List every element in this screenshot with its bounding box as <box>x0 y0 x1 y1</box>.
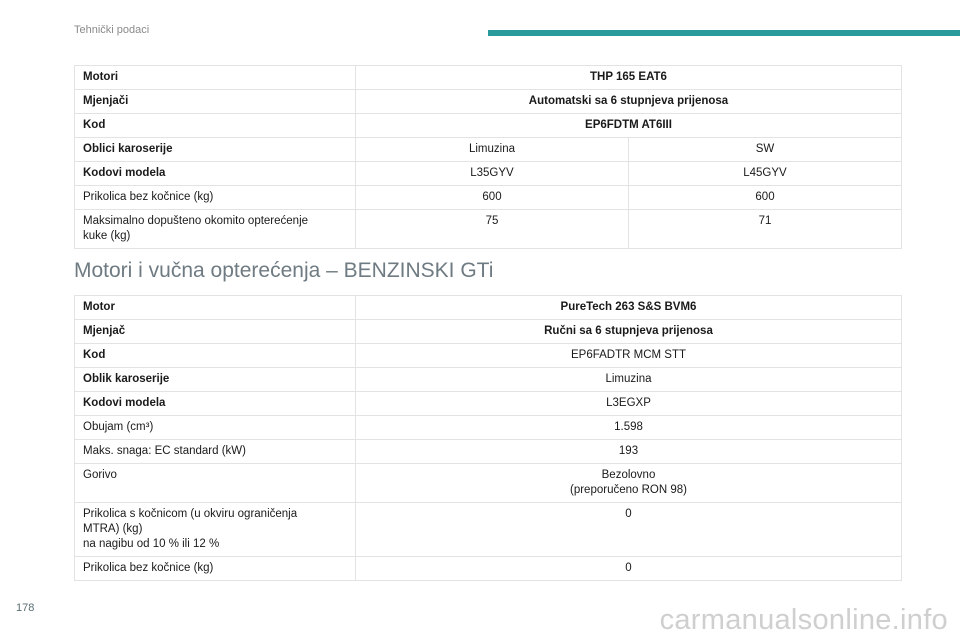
table-row <box>75 138 902 162</box>
table-row <box>75 210 902 249</box>
table-row <box>75 186 902 210</box>
page-number: 178 <box>16 602 35 614</box>
table-row <box>75 440 902 464</box>
row-value: 75 <box>356 210 629 249</box>
row-value: EP6FADTR MCM STT <box>356 344 902 368</box>
row-value: THP 165 EAT6 <box>356 66 902 90</box>
row-value: 600 <box>629 186 902 210</box>
table-row <box>75 114 902 138</box>
row-value: L35GYV <box>356 162 629 186</box>
row-label: Obujam (cm³) <box>75 416 356 440</box>
table-row <box>75 464 902 503</box>
row-value: Limuzina <box>356 368 902 392</box>
row-label: Kodovi modela <box>75 392 356 416</box>
row-value: L45GYV <box>629 162 902 186</box>
row-value: SW <box>629 138 902 162</box>
table-row <box>75 296 902 320</box>
row-label: Motori <box>75 66 356 90</box>
row-value: Ručni sa 6 stupnjeva prijenosa <box>356 320 902 344</box>
row-label: Maks. snaga: EC standard (kW) <box>75 440 356 464</box>
row-value: PureTech 263 S&S BVM6 <box>356 296 902 320</box>
table-row <box>75 503 902 557</box>
table-row <box>75 416 902 440</box>
watermark: carmanualsonline.info <box>659 604 948 636</box>
row-value: 71 <box>629 210 902 249</box>
row-label: Maksimalno dopušteno okomito opterećenje kuke (kg) <box>75 210 356 249</box>
row-value: 0 <box>356 503 902 557</box>
row-label: Kodovi modela <box>75 162 356 186</box>
table-row <box>75 90 902 114</box>
row-label: Mjenjači <box>75 90 356 114</box>
row-value: 600 <box>356 186 629 210</box>
row-label: Motor <box>75 296 356 320</box>
row-label: Gorivo <box>75 464 356 503</box>
row-label: Kod <box>75 114 356 138</box>
table-row <box>75 320 902 344</box>
section-label: Tehnički podaci <box>74 24 150 36</box>
row-value: 0 <box>356 557 902 581</box>
section-heading: Motori i vučna opterećenja – BENZINSKI GTi <box>74 259 494 282</box>
row-value: Limuzina <box>356 138 629 162</box>
table-row <box>75 66 902 90</box>
row-label: Oblik karoserije <box>75 368 356 392</box>
row-label: Oblici karoserije <box>75 138 356 162</box>
table-row <box>75 344 902 368</box>
row-label: Kod <box>75 344 356 368</box>
row-label: Prikolica s kočnicom (u okviru ograničenja MTRA) (kg) na nagibu od 10 % ili 12 % <box>75 503 356 557</box>
table-row <box>75 162 902 186</box>
table-row <box>75 368 902 392</box>
row-label: Mjenjač <box>75 320 356 344</box>
row-value: Bezolovno (preporučeno RON 98) <box>356 464 902 503</box>
row-value: L3EGXP <box>356 392 902 416</box>
row-value: 1.598 <box>356 416 902 440</box>
row-label: Prikolica bez kočnice (kg) <box>75 186 356 210</box>
row-value: Automatski sa 6 stupnjeva prijenosa <box>356 90 902 114</box>
table-row <box>75 392 902 416</box>
table-row <box>75 557 902 581</box>
engine-spec-table-thp <box>74 65 902 249</box>
header-accent-bar <box>488 30 960 36</box>
row-value: 193 <box>356 440 902 464</box>
engine-spec-table-gti <box>74 295 902 581</box>
row-value: EP6FDTM AT6III <box>356 114 902 138</box>
row-label: Prikolica bez kočnice (kg) <box>75 557 356 581</box>
